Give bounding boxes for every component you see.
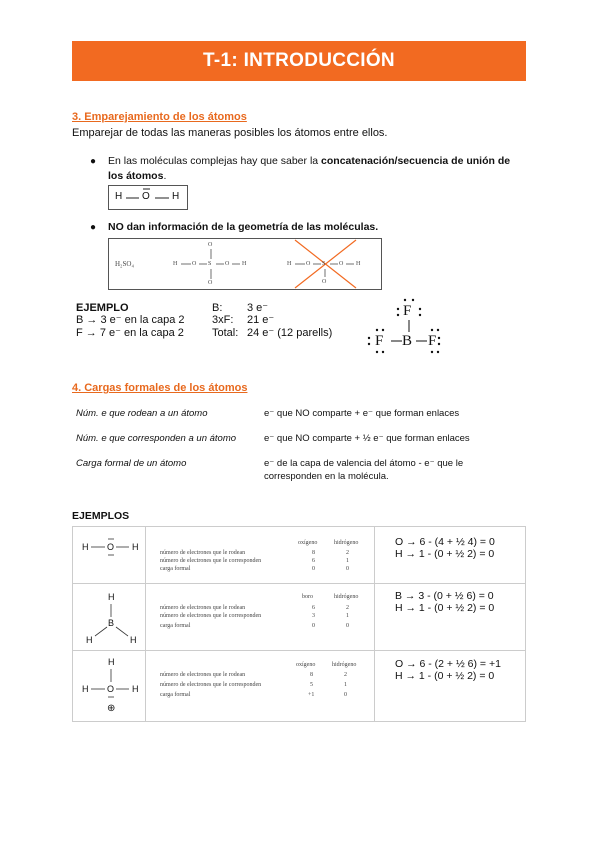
atom-h: H xyxy=(132,684,139,694)
def-rodean: e⁻ que NO comparte + e⁻ que forman enlaces xyxy=(264,408,460,419)
row-label: número de electrones que le corresponden xyxy=(160,613,262,619)
acid-atom-o: O xyxy=(192,261,197,267)
page-title: T-1: INTRODUCCIÓN xyxy=(203,50,395,71)
acid-formula: H₂SO₄ xyxy=(115,260,134,268)
value: 8 xyxy=(310,672,313,678)
acid-atom-s: S xyxy=(208,261,212,267)
acid-atom-o: O xyxy=(322,279,327,285)
col-header: boro xyxy=(302,594,313,600)
value: 1 xyxy=(346,558,349,564)
col-header: hidrógeno xyxy=(332,662,357,668)
structure-cell xyxy=(73,584,146,651)
count-label-b: B: xyxy=(212,302,223,314)
acid-atom-h: H xyxy=(356,261,361,267)
value: 2 xyxy=(344,672,347,678)
table-row xyxy=(73,584,526,651)
bullet-1-text: En las moléculas complejas hay que saber la xyxy=(108,155,322,167)
acid-atom-o: O xyxy=(208,242,213,248)
value: 1 xyxy=(346,613,349,619)
data-cell xyxy=(146,527,375,584)
row-label: número de electrones que le rodean xyxy=(160,605,246,611)
bullet-dot: ● xyxy=(90,156,97,167)
bullet-dot: ● xyxy=(90,222,97,233)
positive-charge-icon: ⊕ xyxy=(107,703,116,714)
equation-h: H → 1 - (0 + ½ 2) = 0 xyxy=(395,548,495,560)
value: +1 xyxy=(308,692,315,698)
table-row xyxy=(73,527,526,584)
term-carga-formal: Carga formal de un átomo xyxy=(76,458,187,469)
term-corresponden: Núm. e que corresponden a un átomo xyxy=(76,433,237,444)
atom-h: H xyxy=(130,635,137,645)
ejemplos-title: EJEMPLOS xyxy=(72,510,130,522)
atom-h: H xyxy=(108,592,115,602)
equation-cell xyxy=(375,584,526,651)
row-label: número de electrones que le corresponden xyxy=(160,558,262,564)
value: 6 xyxy=(312,605,315,611)
count-label-total: Total: xyxy=(212,327,239,339)
acid-atom-s: S xyxy=(322,261,326,267)
row-label: número de electrones que le corresponden xyxy=(160,682,262,688)
value: 0 xyxy=(312,623,315,629)
data-cell xyxy=(146,651,375,722)
equation-cell xyxy=(375,651,526,722)
sulfuric-acid-structure xyxy=(108,238,382,290)
acid-atom-h: H xyxy=(287,261,292,267)
count-value-f: 21 e⁻ xyxy=(247,314,275,326)
atom-h: H xyxy=(108,657,115,667)
examples-table xyxy=(72,526,526,722)
ejemplo-title: EJEMPLO xyxy=(76,302,129,314)
acid-atom-h: H xyxy=(173,261,178,267)
col-header: oxígeno xyxy=(298,540,318,546)
value: 2 xyxy=(346,605,349,611)
equation-cell xyxy=(375,527,526,584)
count-label-f: 3xF: xyxy=(212,314,234,326)
value: 0 xyxy=(344,692,347,698)
ejemplo-line-b: B → 3 e⁻ en la capa 2 xyxy=(76,314,185,326)
row-label: número de electrones que le rodean xyxy=(160,672,246,678)
acid-atom-o: O xyxy=(225,261,230,267)
atom-h-left: H xyxy=(115,191,123,202)
atom-o: O xyxy=(107,542,115,552)
value: 5 xyxy=(310,682,313,688)
value: 3 xyxy=(312,613,315,619)
row-label: carga formal xyxy=(160,566,191,572)
data-cell xyxy=(146,584,375,651)
value: 1 xyxy=(344,682,347,688)
atom-h: H xyxy=(132,542,139,552)
water-structure xyxy=(108,185,188,210)
value: 0 xyxy=(346,566,349,572)
ejemplo-line-f: F → 7 e⁻ en la capa 2 xyxy=(76,327,184,339)
atom-o: O xyxy=(107,684,115,694)
count-value-b: 3 e⁻ xyxy=(247,302,269,314)
bullet-2: NO dan información de la geometría de las moléculas. xyxy=(108,221,379,233)
atom-h: H xyxy=(82,684,89,694)
section-4-title: 4. Cargas formales de los átomos xyxy=(72,382,248,394)
bullet-1-end: . xyxy=(163,170,167,182)
atom-o: O xyxy=(142,191,150,202)
acid-atom-o: O xyxy=(306,261,311,267)
count-value-total: 24 e⁻ (12 parells) xyxy=(247,327,333,339)
bf3-atom-f-left: F xyxy=(375,333,384,349)
acid-atom-o: O xyxy=(208,280,213,286)
col-header: hidrógeno xyxy=(334,594,359,600)
equation-h: H → 1 - (0 + ½ 2) = 0 xyxy=(395,602,495,614)
bullet-1 xyxy=(108,154,528,184)
structure-cell xyxy=(73,651,146,722)
bf3-atom-b: B xyxy=(402,333,413,349)
value: 0 xyxy=(346,623,349,629)
section-3-title: 3. Emparejamiento de los átomos xyxy=(72,111,247,123)
equation-o: O → 6 - (4 + ½ 4) = 0 xyxy=(395,536,495,548)
row-label: número de electrones que le rodean xyxy=(160,550,246,556)
atom-h: H xyxy=(86,635,93,645)
equation-o: O → 6 - (2 + ½ 6) = +1 xyxy=(395,658,501,670)
bf3-atom-f-right: F xyxy=(428,333,437,349)
value: 6 xyxy=(312,558,315,564)
value: 8 xyxy=(312,550,315,556)
value: 0 xyxy=(312,566,315,572)
equation-h: H → 1 - (0 + ½ 2) = 0 xyxy=(395,670,495,682)
atom-b: B xyxy=(108,618,115,628)
col-header: hidrógeno xyxy=(334,540,359,546)
bullet-1-bold: concatenación/secuencia de unión de los átomos xyxy=(108,155,511,182)
section-3-intro: Emparejar de todas las maneras posibles los átomos entre ellos. xyxy=(72,127,388,139)
def-carga-formal: e⁻ de la capa de valencia del átomo - e⁻ que le corresponden en la molécula. xyxy=(264,458,464,482)
row-label: carga formal xyxy=(160,623,191,629)
page-title-banner xyxy=(72,41,526,81)
bf3-atom-f-top: F xyxy=(403,303,412,319)
bf3-lewis-structure xyxy=(364,296,444,358)
term-rodean: Núm. e que rodean a un átomo xyxy=(76,408,208,419)
col-header: oxígeno xyxy=(296,662,316,668)
acid-atom-o: O xyxy=(339,261,344,267)
row-label: carga formal xyxy=(160,692,191,698)
table-row xyxy=(73,651,526,722)
equation-b: B → 3 - (0 + ½ 6) = 0 xyxy=(395,590,494,602)
acid-atom-h: H xyxy=(242,261,247,267)
def-corresponden: e⁻ que NO comparte + ½ e⁻ que forman enlaces xyxy=(264,433,470,444)
atom-h-right: H xyxy=(172,191,180,202)
value: 2 xyxy=(346,550,349,556)
atom-h: H xyxy=(82,542,89,552)
structure-cell xyxy=(73,527,146,584)
